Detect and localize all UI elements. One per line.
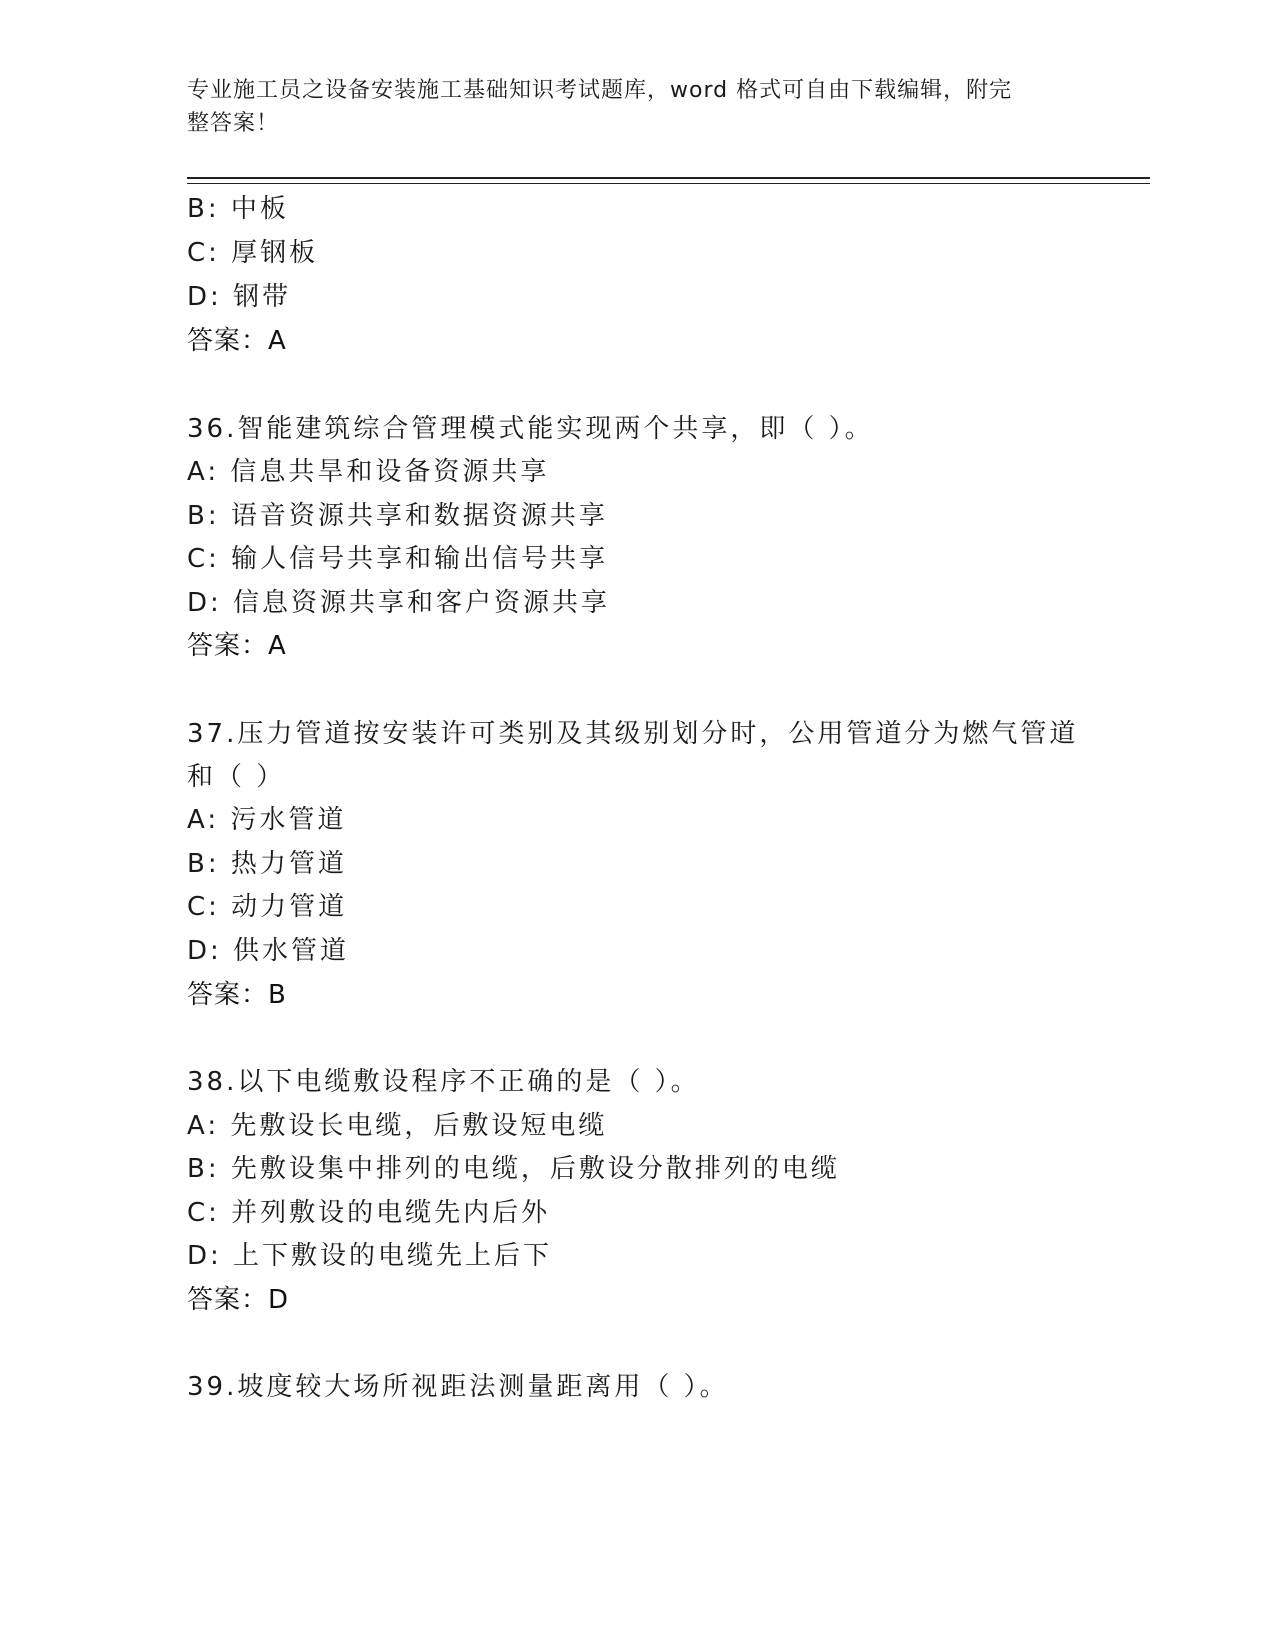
q38-option-c: C: 并列敷设的电缆先内后外 xyxy=(187,1198,551,1228)
q37-option-c: C: 动力管道 xyxy=(187,892,348,922)
q38-option-a: A: 先敷设长电缆，后敷设短电缆 xyxy=(187,1111,608,1141)
q36-option-b: B: 语音资源共享和数据资源共享 xyxy=(187,501,608,531)
q38-option-d: D: 上下敷设的电缆先上后下 xyxy=(187,1241,553,1271)
q37-option-a: A: 污水管道 xyxy=(187,805,347,835)
q35-option-c: C: 厚钢板 xyxy=(187,238,319,268)
q36-option-c: C: 输人信号共享和输出信号共享 xyxy=(187,544,609,574)
header-line-1: 专业施工员之设备安装施工基础知识考试题库，word 格式可自由下载编辑，附完 xyxy=(187,78,1013,103)
q37-option-d: D: 供水管道 xyxy=(187,936,350,966)
q37-stem-line-1: 37.压力管道按安装许可类别及其级别划分时，公用管道分为燃气管道 xyxy=(187,719,1079,749)
header-rule-thin xyxy=(187,183,1150,184)
q35-option-d: D: 钢带 xyxy=(187,282,292,312)
header-line-2: 整答案！ xyxy=(187,111,280,136)
q38-option-b: B: 先敷设集中排列的电缆，后敷设分散排列的电缆 xyxy=(187,1154,840,1184)
q37-option-b: B: 热力管道 xyxy=(187,849,347,879)
q38-answer: 答案：D xyxy=(187,1285,290,1315)
q35-option-b: B: 中板 xyxy=(187,194,289,224)
q37-stem-line-2: 和（ ） xyxy=(187,762,286,792)
q36-answer: 答案：A xyxy=(187,631,287,661)
q38-stem: 38.以下电缆敷设程序不正确的是（ ）。 xyxy=(187,1067,700,1097)
q36-option-a: A: 信息共旱和设备资源共享 xyxy=(187,457,550,487)
header-rule-thick xyxy=(187,177,1150,179)
q36-stem: 36.智能建筑综合管理模式能实现两个共享，即（ ）。 xyxy=(187,414,874,444)
q35-answer: 答案：A xyxy=(187,326,287,356)
q39-stem: 39.坡度较大场所视距法测量距离用（ ）。 xyxy=(187,1372,729,1402)
q37-answer: 答案：B xyxy=(187,980,287,1010)
q36-option-d: D: 信息资源共享和客户资源共享 xyxy=(187,588,611,618)
page-header xyxy=(187,74,1067,140)
